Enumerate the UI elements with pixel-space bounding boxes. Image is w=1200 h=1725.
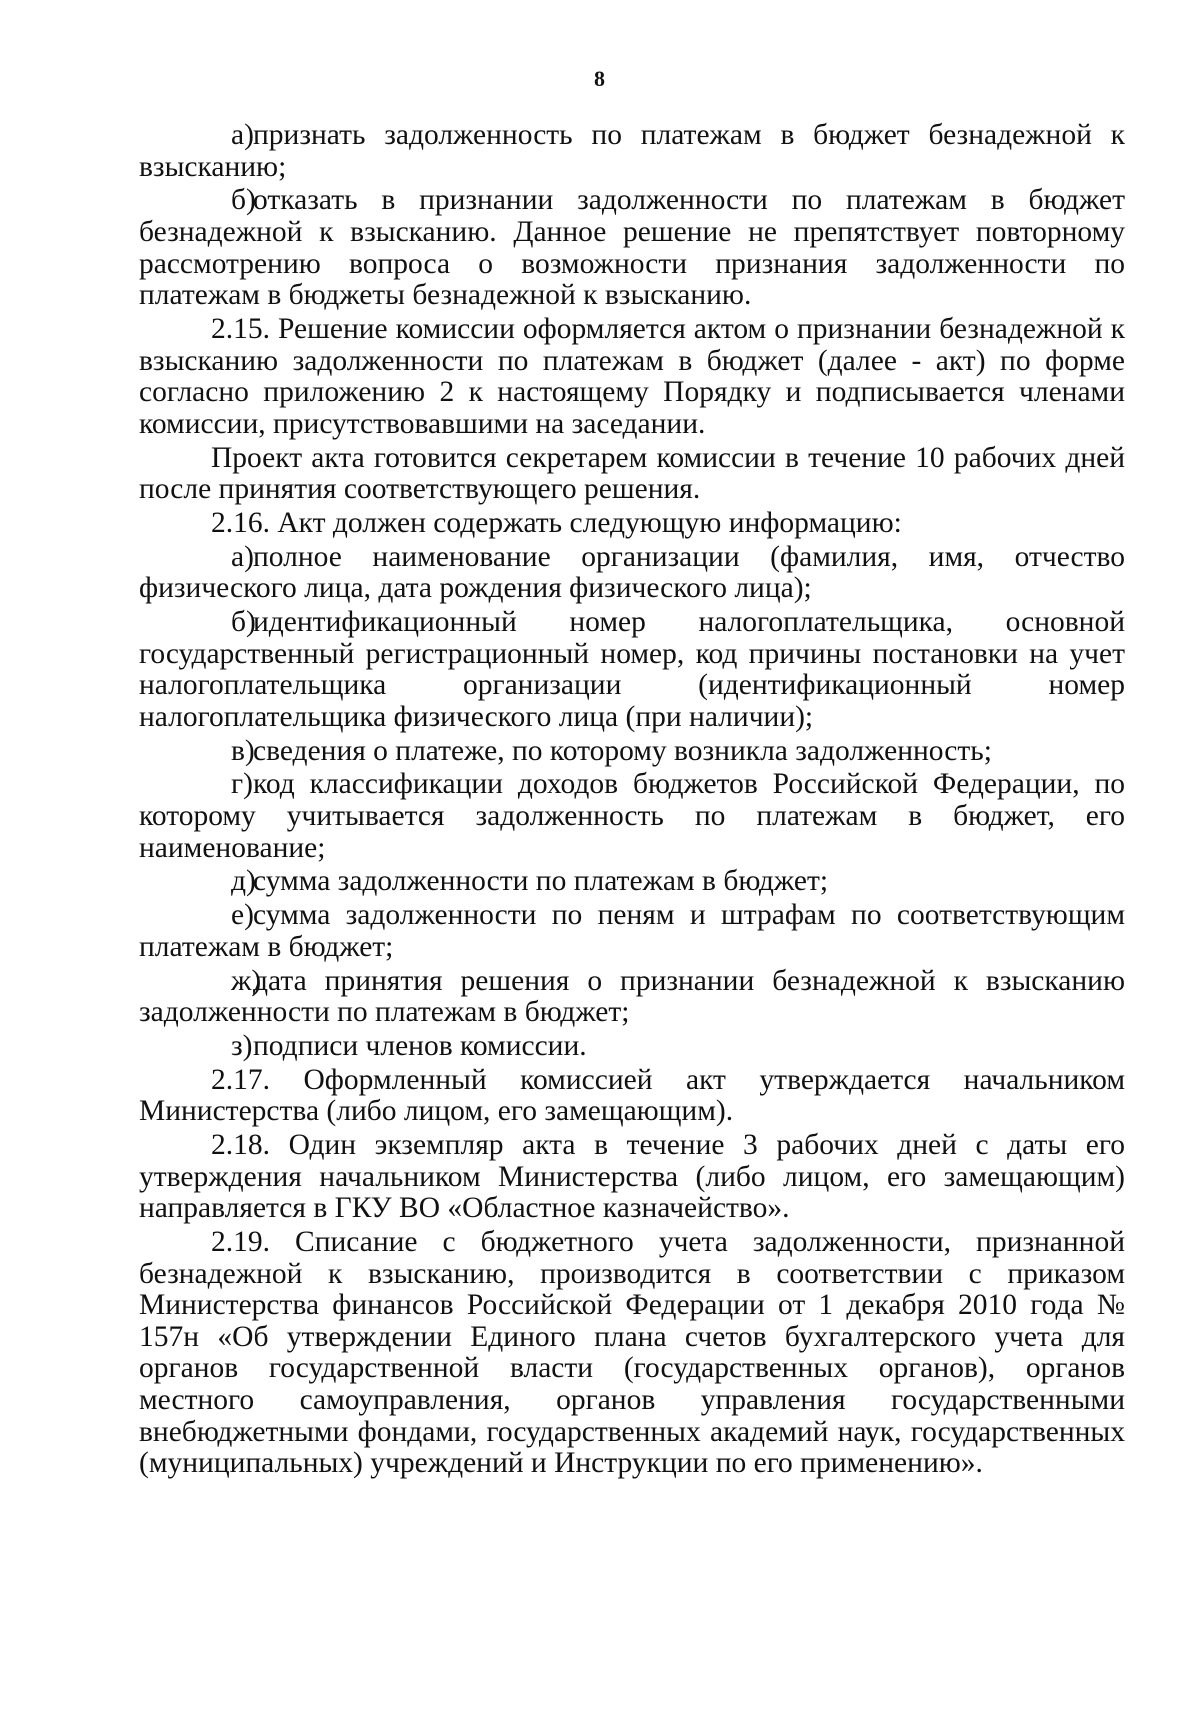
paragraph-text: идентификационный номер налогоплательщика, основной государственный регистрационный номер, код причины постановки на учет налогоплательщика организации (идентификационный номер налогоплательщика физического лица (при наличии); xyxy=(139,606,1125,733)
list-marker: з) xyxy=(231,1029,253,1062)
paragraph-text: полное наименование организации (фамилия, имя, отчество физического лица, дата рождения физического лица); xyxy=(139,540,1125,605)
page-number: 8 xyxy=(594,66,606,91)
paragraph-text: 2.19. Списание с бюджетного учета задолженности, признанной безнадежной к взысканию, производится в соответствии с приказом Министерства финансов Российской Федерации от 1 декабря 2010 года № 157н «Об утверждении Единого плана счетов бухгалтерского учета для органов государственной власти (государственных органов), органов местного самоуправления, органов управления государственными внебюджетными фондами, государственных академий наук, государственных (муниципальных) учреждений и Инструкции по его применению». xyxy=(139,1226,1125,1480)
list-marker: ж) xyxy=(231,964,262,997)
list-marker: б) xyxy=(231,184,256,217)
paragraph xyxy=(139,443,1125,506)
section-2-17 xyxy=(139,1065,1125,1128)
paragraph-text: 2.15. Решение комиссии оформляется актом о признании безнадежной к взысканию задолженности по платежам в бюджет (далее - акт) по форме согласно приложению 2 к настоящему Порядку и подписывается членами комиссии, присутствовавшими на заседании. xyxy=(139,312,1125,440)
list-marker: д) xyxy=(231,865,256,898)
paragraph xyxy=(139,185,1125,311)
paragraph-text: дата принятия решения о признании безнадежной к взысканию задолженности по платежам в бюджет; xyxy=(139,964,1125,1029)
paragraph-text: 2.16. Акт должен содержать следующую информацию: xyxy=(211,506,902,539)
list-marker: в) xyxy=(231,734,255,767)
paragraph-text: 2.18. Один экземпляр акта в течение 3 рабочих дней с даты его утверждения начальником Министерства (либо лицом, его замещающим) направляется в ГКУ ВО «Областное казначейство». xyxy=(139,1129,1125,1225)
list-item xyxy=(139,966,1125,1029)
list-item xyxy=(139,607,1125,733)
list-marker: а) xyxy=(231,540,254,573)
section-2-18 xyxy=(139,1130,1125,1225)
list-marker: а) xyxy=(231,119,254,151)
paragraph-text: 2.17. Оформленный комиссией акт утверждается начальником Министерства (либо лицом, его замещающим). xyxy=(139,1063,1125,1128)
paragraph-text: код классификации доходов бюджетов Российской Федерации, по которому учитывается задолженность по платежам в бюджет, его наименование; xyxy=(139,768,1125,864)
paragraph-text: отказать в признании задолженности по платежам в бюджет безнадежной к взысканию. Данное решение не препятствует повторному рассмотрению вопроса о возможности признания задолженности по платежам в бюджеты безнадежной к взысканию. xyxy=(139,184,1125,312)
paragraph-text: сумма задолженности по платежам в бюджет; xyxy=(253,865,829,898)
paragraph-text: Проект акта готовится секретарем комиссии в течение 10 рабочих дней после принятия соответствующего решения. xyxy=(139,441,1125,506)
list-item xyxy=(139,769,1125,864)
list-marker: е) xyxy=(231,899,254,932)
list-item xyxy=(139,1031,1125,1063)
list-marker: б) xyxy=(231,606,256,639)
paragraph-text: подписи членов комиссии. xyxy=(253,1029,587,1062)
list-item xyxy=(139,542,1125,605)
section-2-16 xyxy=(139,508,1125,540)
paragraph-text: сведения о платеже, по которому возникла задолженность; xyxy=(253,734,992,767)
list-item xyxy=(139,736,1125,768)
paragraph-text: сумма задолженности по пеням и штрафам по соответствующим платежам в бюджет; xyxy=(139,899,1125,963)
list-item xyxy=(139,866,1125,898)
section-2-15 xyxy=(139,314,1125,440)
section-2-19 xyxy=(139,1227,1125,1480)
document-body xyxy=(139,120,1125,1482)
list-marker: г) xyxy=(231,768,253,801)
paragraph-text: признать задолженность по платежам в бюджет безнадежной к взысканию; xyxy=(139,119,1125,183)
list-item xyxy=(139,900,1125,963)
paragraph xyxy=(139,120,1125,183)
